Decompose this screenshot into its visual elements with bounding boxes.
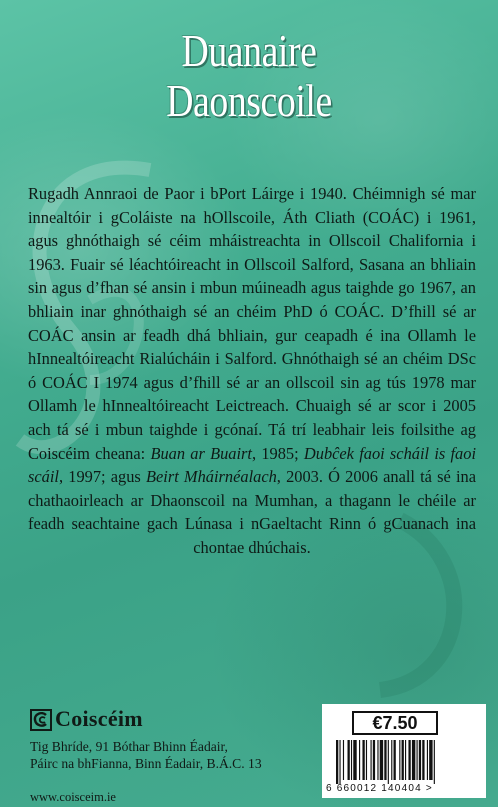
publisher-name: Coiscéim [55, 706, 143, 731]
book-title-dubcek: Dubĉek faoi scháil is faoi scáil [28, 443, 476, 487]
barcode-panel [322, 704, 486, 798]
coisceim-logo-icon [30, 709, 50, 729]
book-title-beirt-mhairnealach: Beirt Mháirnéalach [145, 467, 277, 487]
bio-text-2: , 1985; [251, 443, 304, 463]
bio-text-1: Rugadh Annraoi de Paor i bPort Láirge i 1940. Chéimnigh sé mar innealtóir i gColáiste na hOllscoile, Áth Cliath (COÁC) i 1961, agus ghnóthaigh sé céim mháistreachta in Ollscoil Chalifornia i 1963. Fuair sé léachtóireacht in Ollscoil Salford, Sasana an bhliain sin agus d’fhan sé ansin i mbun múineadh agus taighde go 1967, an bhliain inar ghnóthaigh sé an chéim PhD ó COÁC. D’fhill sé ar COÁC ansin ar feadh dhá bhliain, gur ceapadh é ina Ollamh le hInnealtóireacht Rialúcháin i Salford. Ghnóthaigh sé an chéim DSc ó COÁC I 1974 agus d’fhill sé ar an ollscoil sin ag tús 1978 mar Ollamh le hInnealtóireacht Leictreach. Chuaigh sé ar scor i 2005 ach tá sé i mbun taighde i gcónaí. Tá trí leabhair leis foilsithe ag Coiscéim cheana: [28, 184, 476, 463]
barcode-number: 6 660012 140404 > [326, 783, 433, 794]
barcode-bars [334, 740, 480, 784]
price-label: €7.50 [352, 711, 438, 735]
bio-text-4: , 2003. Ó 2006 anall tá sé ina chathaoirleach ar Dhaonscoil na Mumhan, a thagann le chéile ar feadh seachtaine gach Lúnasa i nGaeltacht Rinn ó gCuanach ina chontae dhúchais. [28, 467, 476, 557]
publisher-address [30, 738, 262, 772]
author-biography [28, 182, 476, 560]
book-title-buan-ar-buairt: Buan ar Buairt [150, 443, 252, 463]
bio-text-3: , 1997; agus [58, 467, 146, 487]
address-line-1: Tig Bhríde, 91 Bóthar Bhinn Éadair, [30, 739, 228, 754]
book-title-line2: Daonscoile [166, 75, 332, 126]
publisher-website: www.coisceim.ie [30, 790, 116, 804]
publisher-block [30, 706, 262, 772]
book-title-line1: Duanaire [181, 25, 317, 76]
publisher-logo [30, 706, 262, 732]
address-line-2: Páirc na bhFianna, Binn Éadair, B.Á.C. 13 [30, 756, 262, 771]
